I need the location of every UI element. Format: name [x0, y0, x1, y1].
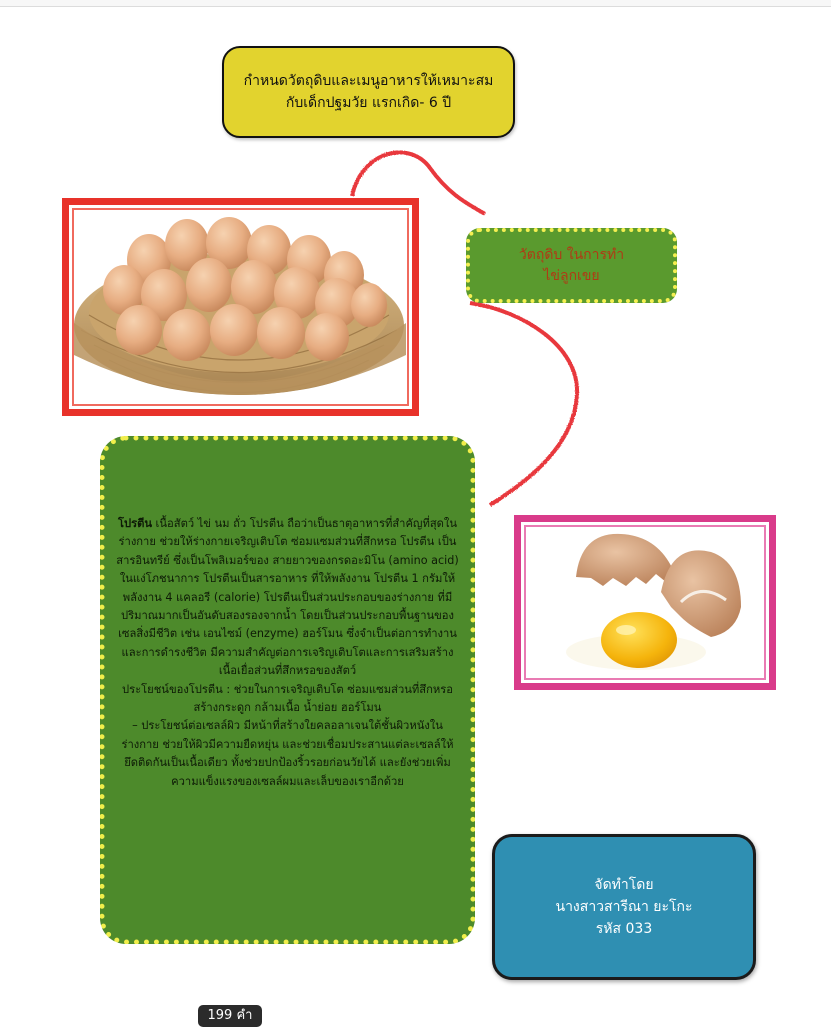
protein-paragraph-3: – ประโยชน์ต่อเซลล์ผิว มีหน้าที่สร้างใยคลอลาเจนใต้ชั้นผิวหนังในร่างกาย ช่วยให้ผิวมีความยืดหยุ่น และช่วยเชื่อมประสานแต่ละเซลล์ให้ยึดติดกันเป็นเนื้อเดียว ทั้งช่วยปกป้องริ้วรอยก่อนวัยได้ และยังช่วยเพิ่มความแข็งแรงของเซลล์ผมและเล็บของเราอีกด้วย	[121, 719, 454, 788]
protein-info-box	[100, 436, 475, 944]
word-count-badge[interactable]: 199 คำ	[198, 1005, 262, 1027]
ingredient-line-2: ไข่ลูกเขย	[543, 267, 600, 284]
credit-author-name: นางสาวสารีณา ยะโกะ	[555, 899, 693, 915]
protein-paragraph-1	[115, 515, 460, 681]
cracked-egg-photo-frame[interactable]	[514, 515, 776, 690]
credit-heading: จัดทำโดย	[594, 877, 654, 893]
protein-text-1: เนื้อสัตว์ ไข่ นม ถั่ว โปรตีน ถือว่าเป็นธาตุอาหารที่สำคัญที่สุดในร่างกาย ช่วยให้ร่างกายเจริญเติบโต ซ่อมแซมส่วนที่สึกหรอ โปรตีน เป็นสารอินทรีย์ ซึ่งเป็นโพลิเมอร์ของ สายยาวของกรดอะมิโน (amino acid) ในแง่โภชนาการ โปรตีนเป็นสารอาหาร ที่ให้พลังงาน โปรตีน 1 กรัมให้พลังงาน 4 แคลอรี (calorie) โปรตีนเป็นส่วนประกอบของร่างกาย ที่มีปริมาณมากเป็นอันดับสองรองจากน้ำ โดยเป็นส่วนประกอบพื้นฐานของเซลสิ่งมีชีวิต เช่น เอนไซม์ (enzyme) ฮอร์โมน ซึ่งจำเป็นต่อการทำงาน และการดำรงชีวิต มีความสำคัญต่อการเจริญเติบโตและการเสริมสร้างเนื้อเยื่อส่วนที่สึกหรอของสัตว์	[116, 517, 459, 678]
ingredient-line-1: วัตถุดิบ ในการทำ	[518, 246, 625, 263]
basket-photo-frame[interactable]	[62, 198, 419, 416]
title-box	[222, 46, 515, 138]
credit-box	[492, 834, 756, 980]
protein-paragraph-2: ประโยชน์ของโปรตีน : ช่วยในการเจริญเติบโต ซ่อมแซมส่วนที่สึกหรอ สร้างกระดูก กล้ามเนื้อ น้ำย่อย ฮอร์โมน	[122, 682, 453, 715]
connector-ingredient-to-protein	[470, 303, 577, 505]
title-line-1: กำหนดวัตถุดิบและเมนูอาหารให้เหมาะสม	[243, 73, 494, 89]
ingredient-label-box	[466, 228, 677, 303]
protein-heading: โปรตีน	[117, 517, 152, 530]
credit-student-id: รหัส 033	[595, 921, 653, 937]
cracked-egg-image	[521, 522, 769, 683]
basket-of-eggs-image	[69, 205, 412, 409]
title-line-2: กับเด็กปฐมวัย แรกเกิด- 6 ปี	[285, 95, 452, 111]
